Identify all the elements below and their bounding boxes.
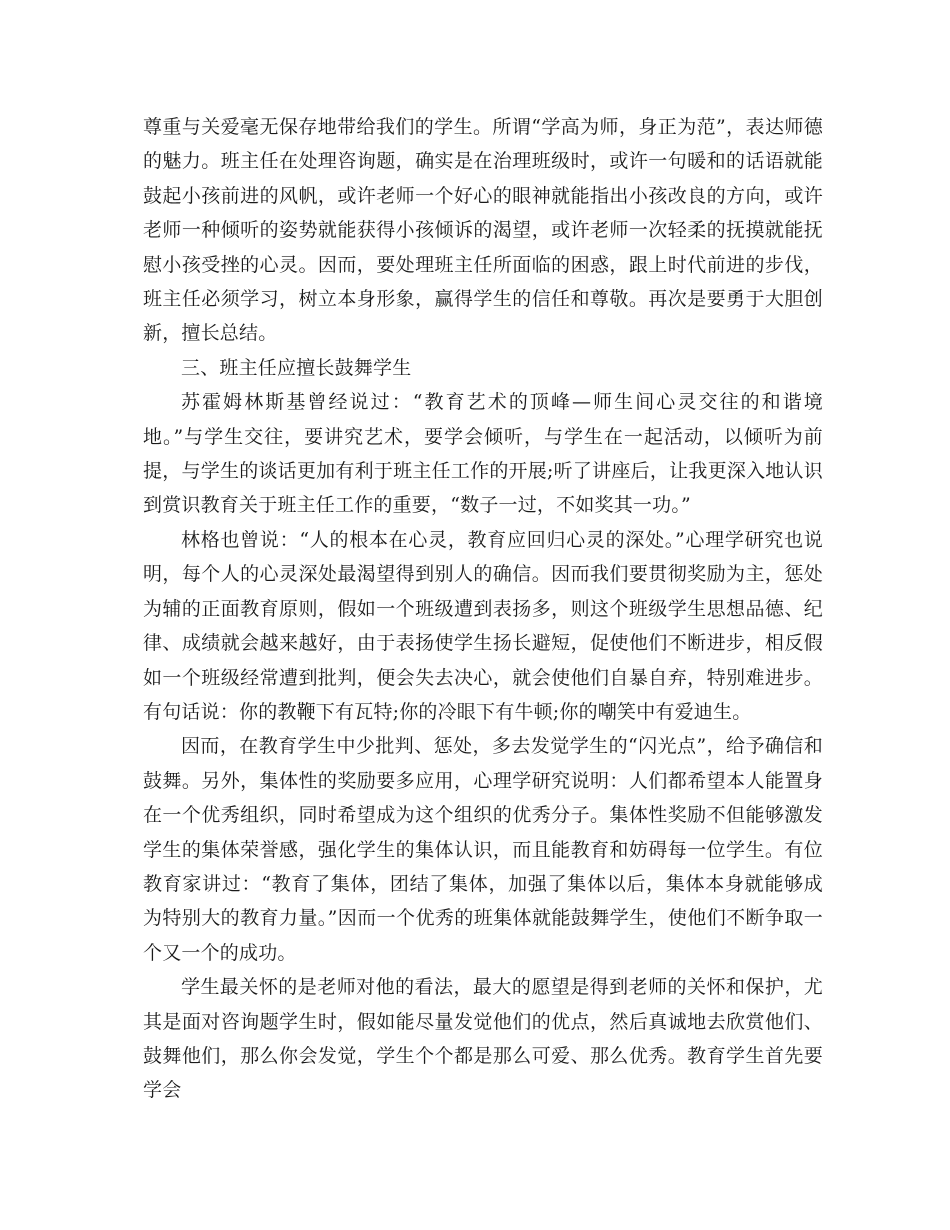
paragraph-sukhomlinsky-quote: 苏霍姆林斯基曾经说过：“教育艺术的顶峰—师生间心灵交往的和谐境地。”与学生交往，要讲究艺术，要学会倾听，与学生在一起活动，以倾听为前提，与学生的谈话更加有利于班主任工作的开展;听了讲座后，让我更深入地认识到赏识教育关于班主任工作的重要，“数子一过，不如奖其一功。” [143, 391, 823, 517]
paragraph-teacher-care: 学生最关怀的是老师对他的看法，最大的愿望是得到老师的关怀和保护，尤其是面对咨询题学生时，假如能尽量发觉他们的优点，然后真诚地去欣赏他们、鼓舞他们，那么你会发觉，学生个个都是那么可爱、那么优秀。教育学生首先要学会 [143, 976, 823, 1102]
paragraph-collective-reward: 因而，在教育学生中少批判、惩处，多去发觉学生的“闪光点”，给予确信和鼓舞。另外，集体性的奖励要多应用，心理学研究说明：人们都希望本人能置身在一个优秀组织，同时希望成为这个组织的优秀分子。集体性奖励不但能够激发学生的集体荣誉感，强化学生的集体认识，而且能教育和妨碍每一位学生。有位教育家讲过：“教育了集体，团结了集体，加强了集体以后，集体本身就能够成为特别大的教育力量。”因而一个优秀的班集体就能鼓舞学生，使他们不断争取一个又一个的成功。 [143, 735, 823, 964]
paragraph-respect-and-care: 尊重与关爱毫无保存地带给我们的学生。所谓“学高为师，身正为范”，表达师德的魅力。班主任在处理咨询题，确实是在治理班级时，或许一句暖和的话语就能鼓起小孩前进的风帆，或许老师一个好心的眼神就能指出小孩改良的方向，或许老师一种倾听的姿势就能获得小孩倾诉的渴望，或许老师一次轻柔的抚摸就能抚慰小孩受挫的心灵。因而，要处理班主任所面临的困惑，跟上时代前进的步伐，班主任必须学习，树立本身形象，赢得学生的信任和尊敬。再次是要勇于大胆创新，擅长总结。 [143, 116, 823, 345]
paragraph-linge-quote: 林格也曾说：“人的根本在心灵，教育应回归心灵的深处。”心理学研究也说明，每个人的心灵深处最渴望得到别人的确信。因而我们要贯彻奖励为主，惩处为辅的正面教育原则，假如一个班级遭到表扬多，则这个班级学生思想品德、纪律、成绩就会越来越好，由于表扬使学生扬长避短，促使他们不断进步，相反假如一个班级经常遭到批判，便会失去决心，就会使他们自暴自弃，特别难进步。有句话说：你的教鞭下有瓦特;你的冷眼下有牛顿;你的嘲笑中有爱迪生。 [143, 528, 823, 723]
document-body [143, 110, 823, 1108]
section-heading-encourage-students: 三、班主任应擅长鼓舞学生 [181, 356, 412, 379]
